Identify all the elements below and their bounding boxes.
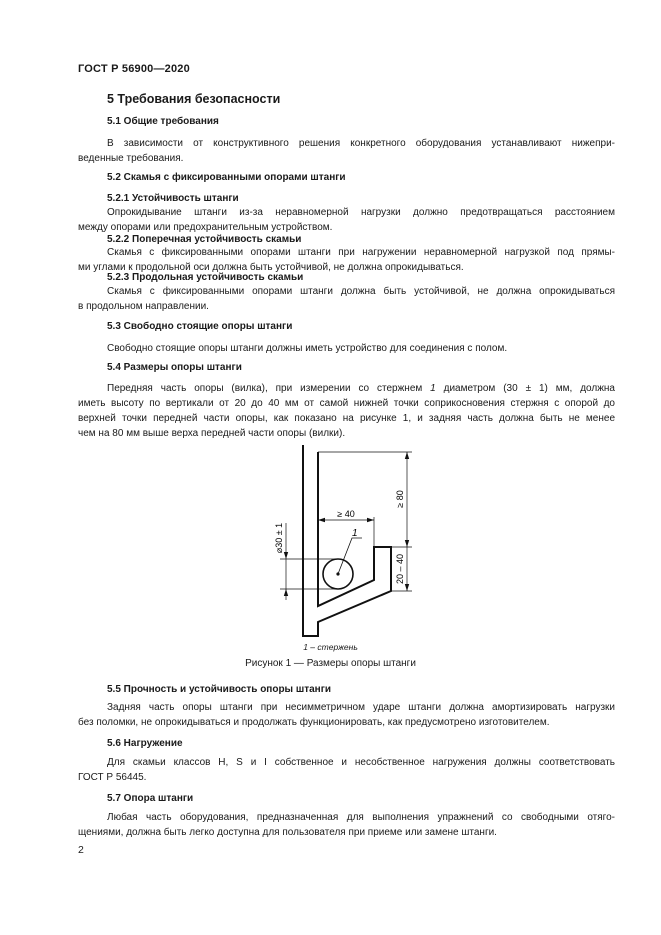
document-id-header: ГОСТ Р 56900—2020 [78,63,190,75]
text-line: в продольном направлении. [78,301,209,312]
section-5-title: 5 Требования безопасности [107,92,281,106]
section-5-1-title: 5.1 Общие требования [107,116,219,127]
figure-1-support-dimensions [240,440,440,640]
section-5-2-2-title: 5.2.2 Поперечная устойчивость скамьи [107,234,302,245]
section-5-7-text [78,810,615,840]
text-line: Для скамьи классов H, S и I собственное и несобственное нагружения должны соответствовать [107,757,615,768]
text-line: между опорами или предохранительным устройством. [78,222,333,233]
text-fragment: диаметром (30 ± 1) мм, должна [435,383,615,394]
section-5-2-2-text [78,245,615,275]
dim-diameter-label: ⌀30 ± 1 [274,522,284,554]
text-line: Скамья с фиксированными опорами штанги при нагружении неравномерной нагрузкой под прямы- [107,247,615,258]
text-line: ГОСТ Р 56445. [78,772,147,783]
section-5-2-1-text [78,205,615,235]
dim-right-tall-label: ≥ 80 [395,490,405,508]
dimension-lines [280,452,412,600]
support-outline [303,445,391,636]
text-line: щениями, должна быть легко доступна для пользователя при приеме или замене штанги. [78,827,497,838]
section-5-4-text [78,381,615,441]
section-5-2-3-text [78,284,615,314]
section-5-5-text [78,700,615,730]
section-5-2-title: 5.2 Скамья с фиксированными опорами штанги [107,172,346,183]
figure-caption: Рисунок 1 — Размеры опоры штанги [245,658,416,669]
text-line: Скамья с фиксированными опорами штанги должна быть устойчивой, не должна опрокидываться [107,286,615,297]
text-line: чем на 80 мм выше верха передней части опоры (вилки). [78,428,346,439]
text-line: Свободно стоящие опоры штанги должны иметь устройство для соединения с полом. [107,343,508,354]
callout-number: 1 [352,528,358,539]
section-5-2-1-title: 5.2.1 Устойчивость штанги [107,193,239,204]
text-line: без поломки, не опрокидываться и продолжать функционировать, как предусмотрено изготовителем. [78,717,550,728]
page-number: 2 [78,844,84,856]
section-5-6-text [78,755,615,785]
callout-leader [338,538,362,574]
text-fragment: Передняя часть опоры (вилка), при измерении со стержнем [107,383,431,394]
text-line: ми углами к продольной оси должна быть устойчивой, не должна опрокидываться. [78,262,464,273]
dim-top-label: ≥ 40 [337,509,355,519]
section-5-5-title: 5.5 Прочность и устойчивость опоры штанги [107,684,332,695]
section-5-1-text [78,136,615,166]
item-number: 1 [430,383,436,394]
section-5-7-title: 5.7 Опора штанги [107,793,194,804]
text-line: Любая часть оборудования, предназначенная для выполнения упражнений со свободными отяго- [107,812,615,823]
text-line: Задняя часть опоры штанги при несимметричном ударе штанги должна амортизировать нагрузки [107,702,615,713]
figure-legend: 1 – стержень [303,642,358,652]
text-line [78,381,615,396]
text-line: иметь высоту по вертикали от 20 до 40 мм от самой нижней точки соприкосновения стержня с опорой до [78,398,615,409]
section-5-3-title: 5.3 Свободно стоящие опоры штанги [107,321,293,332]
section-5-2-3-title: 5.2.3 Продольная устойчивость скамьи [107,272,304,283]
text-line: В зависимости от конструктивного решения конкретного оборудования устанавливают нижепри- [107,138,615,149]
section-5-3-text [78,341,615,356]
text-line: Опрокидывание штанги из-за неравномерной нагрузки должно предотвращаться расстоянием [107,207,615,218]
section-5-6-title: 5.6 Нагружение [107,738,183,749]
text-line: веденные требования. [78,153,184,164]
text-line: верхней точки передней части опоры, как показано на рисунке 1, и задняя часть должна быть не менее [78,413,615,424]
dim-right-short-label: 20 – 40 [395,553,405,585]
section-5-4-title: 5.4 Размеры опоры штанги [107,362,242,373]
